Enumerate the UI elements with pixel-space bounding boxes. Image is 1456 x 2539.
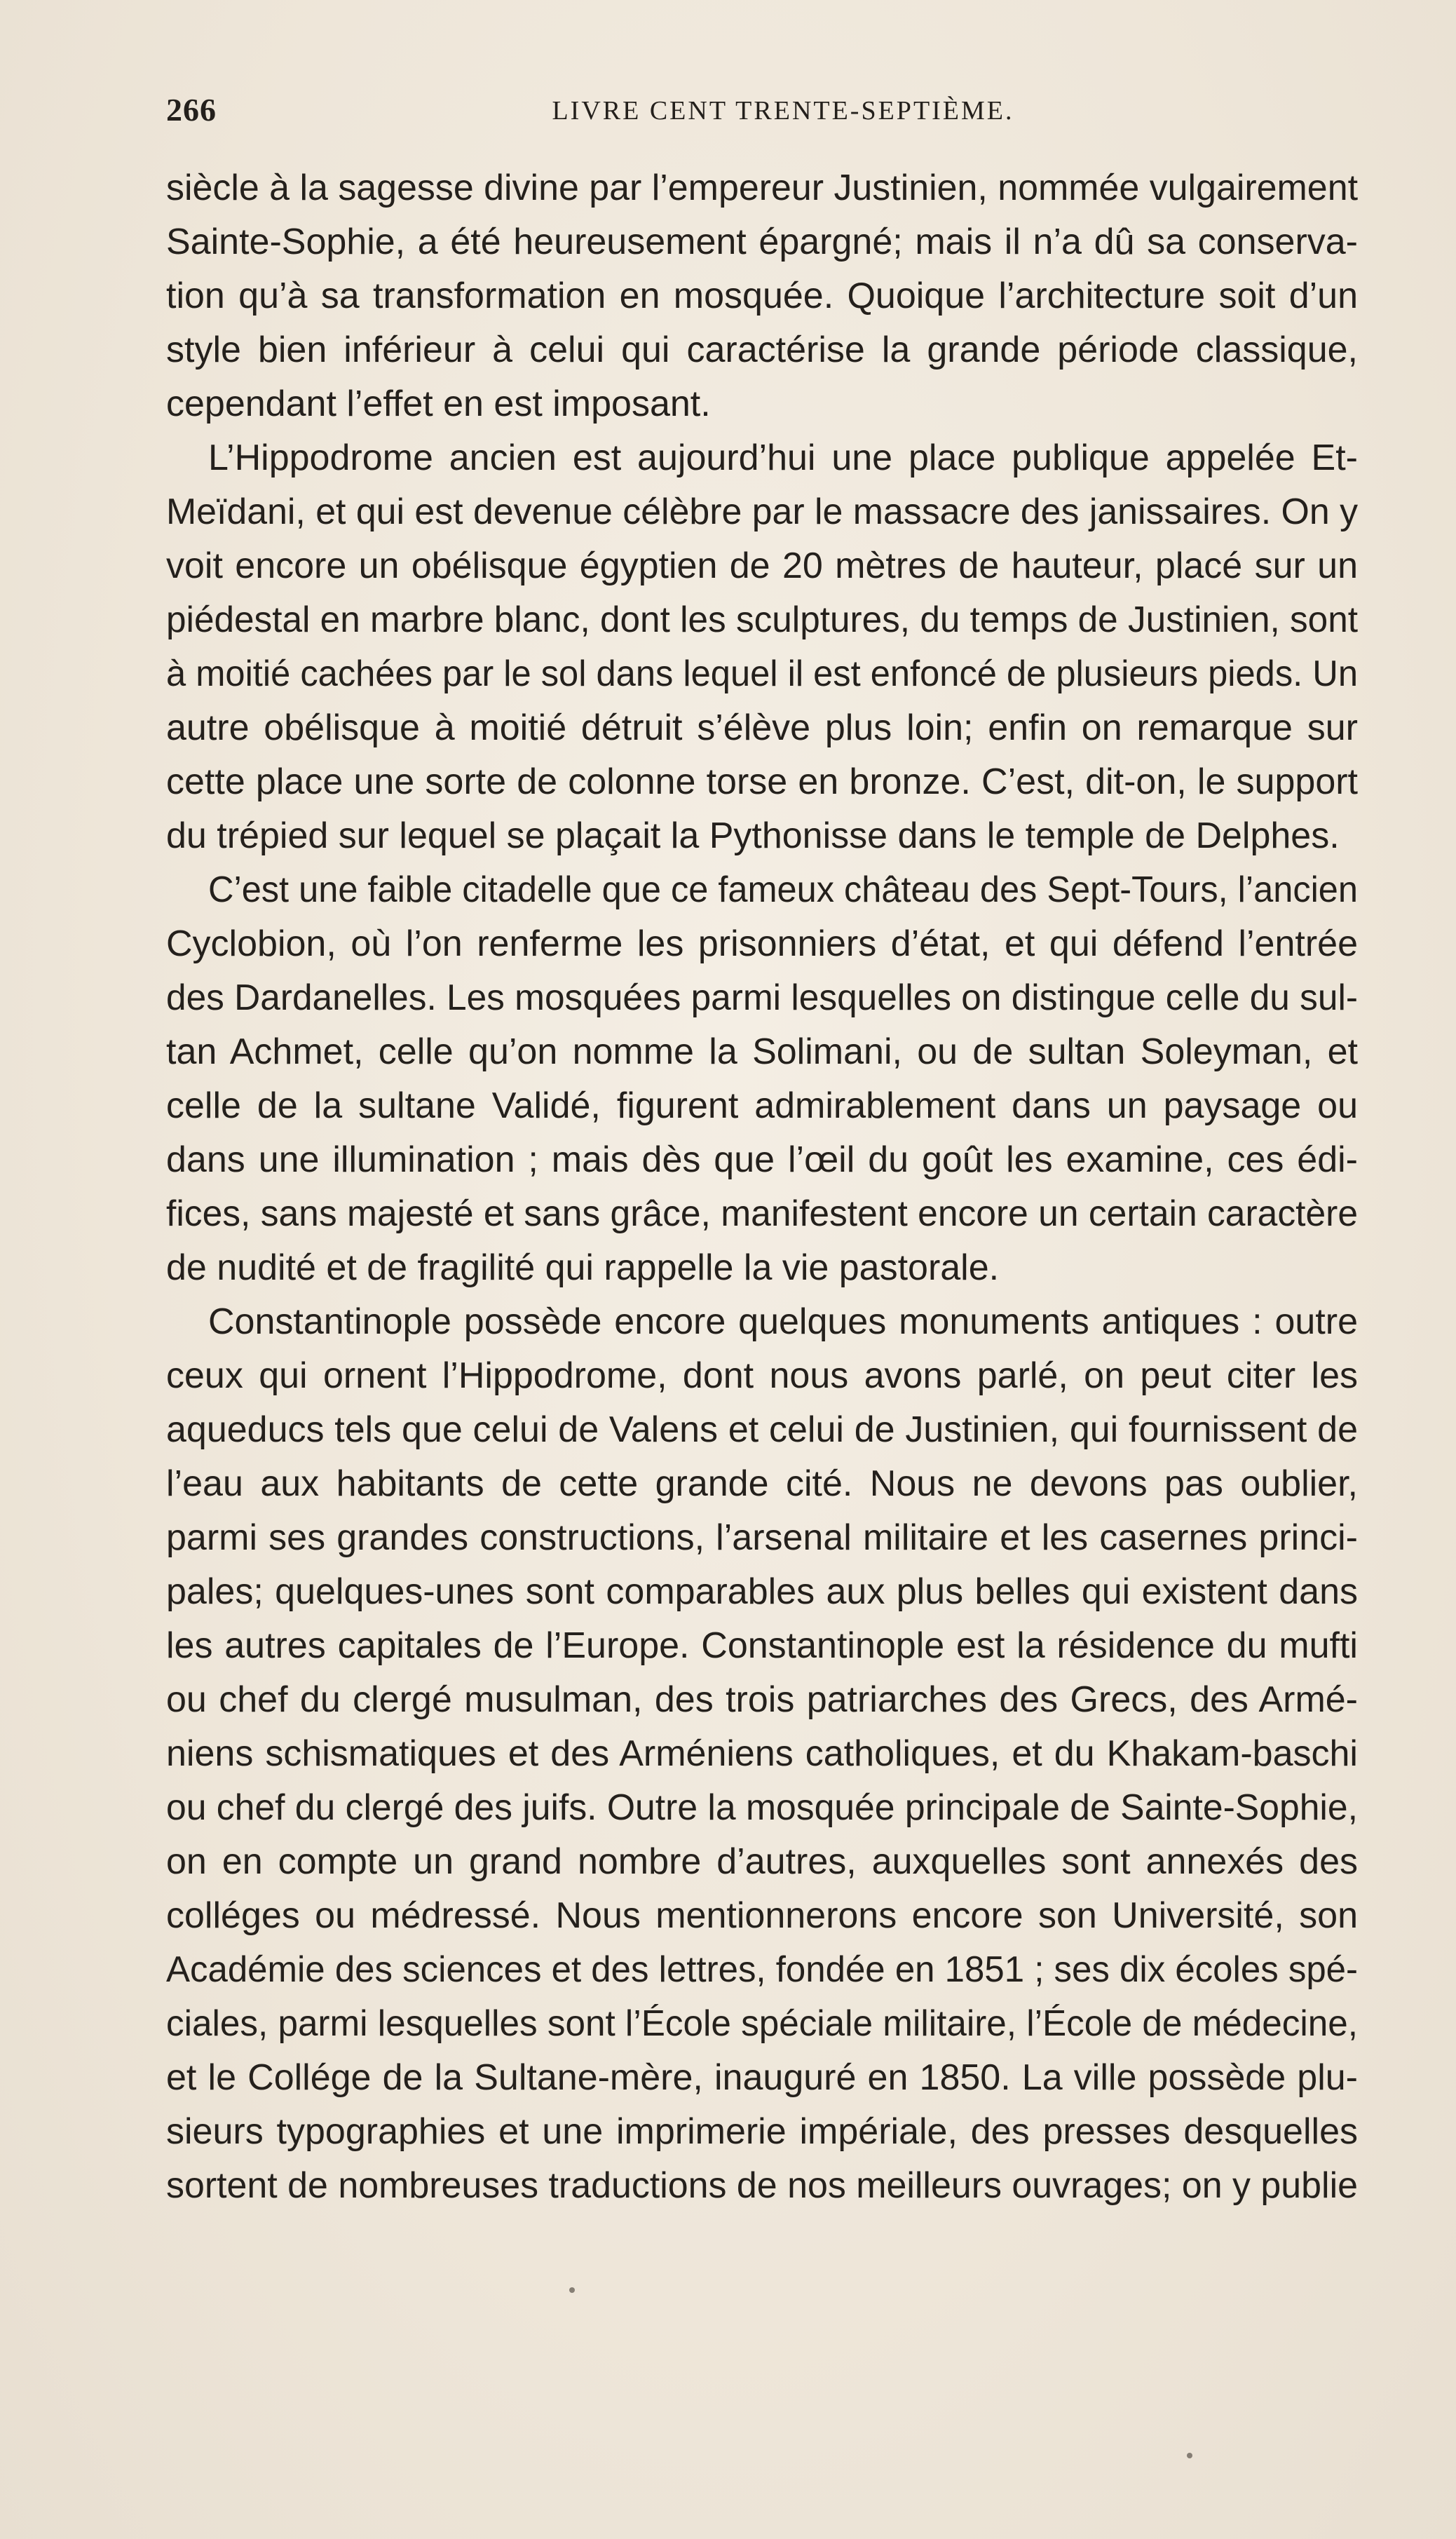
text-line: colléges ou médressé. Nous mentionnerons encore son Université, son <box>166 1895 1358 1936</box>
text-line: Cyclobion, où l’on renferme les prisonniers d’état, et qui défend l’entrée <box>166 923 1358 964</box>
text-line: Académie des sciences et des lettres, fondée en 1851 ; ses dix écoles spé- <box>166 1949 1358 1990</box>
text-line: de nudité et de fragilité qui rappelle la vie pastorale. <box>166 1247 1000 1288</box>
text-line: celle de la sultane Validé, figurent admirablement dans un paysage ou <box>166 1085 1358 1126</box>
text-line: Sainte-Sophie, a été heureusement épargné; mais il n’a dû sa conserva- <box>166 222 1358 262</box>
text-line: niens schismatiques et des Arméniens catholiques, et du Khakam-baschi <box>166 1733 1358 1774</box>
page-number: 266 <box>166 92 217 128</box>
text-line: Constantinople possède encore quelques monuments antiques : outre <box>208 1301 1358 1342</box>
text-line: dans une illumination ; mais dès que l’œil du goût les examine, ces édi- <box>166 1139 1358 1180</box>
text-line: et le Collége de la Sultane-mère, inauguré en 1850. La ville possède plu- <box>166 2057 1358 2098</box>
text-line: du trépied sur lequel se plaçait la Pythonisse dans le temple de Delphes. <box>166 815 1340 856</box>
text-line: pales; quelques-unes sont comparables aux plus belles qui existent dans <box>166 1571 1358 1612</box>
text-line: style bien inférieur à celui qui caractérise la grande période classique, <box>166 330 1358 370</box>
text-line: des Dardanelles. Les mosquées parmi lesquelles on distingue celle du sul- <box>166 977 1358 1018</box>
text-line: autre obélisque à moitié détruit s’élève plus loin; enfin on remarque sur <box>166 707 1358 748</box>
text-line: aqueducs tels que celui de Valens et celui de Justinien, qui fournissent de <box>166 1409 1358 1450</box>
text-line: on en compte un grand nombre d’autres, auxquelles sont annexés des <box>166 1841 1358 1882</box>
text-line: Meïdani, et qui est devenue célèbre par le massacre des janissaires. On y <box>166 492 1358 532</box>
text-line: l’eau aux habitants de cette grande cité. Nous ne devons pas oublier, <box>166 1463 1358 1504</box>
text-line: piédestal en marbre blanc, dont les sculptures, du temps de Justinien, sont <box>166 600 1358 640</box>
paper-speck <box>569 2287 575 2293</box>
text-line: C’est une faible citadelle que ce fameux château des Sept-Tours, l’ancien <box>208 869 1358 910</box>
text-line: les autres capitales de l’Europe. Constantinople est la résidence du mufti <box>166 1625 1358 1666</box>
text-line: à moitié cachées par le sol dans lequel il est enfoncé de plusieurs pieds. Un <box>166 654 1358 694</box>
text-body <box>166 161 1358 2213</box>
text-line: sortent de nombreuses traductions de nos meilleurs ouvrages; on y publie <box>166 2165 1358 2206</box>
running-title: LIVRE CENT TRENTE-SEPTIÈME. <box>552 96 1014 126</box>
text-line: L’Hippodrome ancien est aujourd’hui une place publique appelée Et- <box>208 438 1358 478</box>
text-line: ou chef du clergé des juifs. Outre la mosquée principale de Sainte-Sophie, <box>166 1787 1358 1828</box>
text-line: siècle à la sagesse divine par l’empereur Justinien, nommée vulgairement <box>166 168 1358 208</box>
text-line: ou chef du clergé musulman, des trois patriarches des Grecs, des Armé- <box>166 1679 1358 1720</box>
text-line: ciales, parmi lesquelles sont l’École spéciale militaire, l’École de médecine, <box>166 2003 1358 2044</box>
text-line: fices, sans majesté et sans grâce, manifestent encore un certain caractère <box>166 1193 1358 1234</box>
text-line: cependant l’effet en est imposant. <box>166 384 711 424</box>
text-line: sieurs typographies et une imprimerie impériale, des presses desquelles <box>166 2111 1358 2152</box>
page-header <box>166 91 1358 140</box>
text-line: tan Achmet, celle qu’on nomme la Solimani, ou de sultan Soleyman, et <box>166 1031 1358 1072</box>
text-line: voit encore un obélisque égyptien de 20 mètres de hauteur, placé sur un <box>166 546 1358 586</box>
text-line: ceux qui ornent l’Hippodrome, dont nous avons parlé, on peut citer les <box>166 1355 1358 1396</box>
text-line: parmi ses grandes constructions, l’arsenal militaire et les casernes princi- <box>166 1517 1358 1558</box>
paper-speck <box>1187 2453 1192 2458</box>
text-line: tion qu’à sa transformation en mosquée. Quoique l’architecture soit d’un <box>166 276 1358 316</box>
text-line: cette place une sorte de colonne torse en bronze. C’est, dit-on, le support <box>166 761 1358 802</box>
